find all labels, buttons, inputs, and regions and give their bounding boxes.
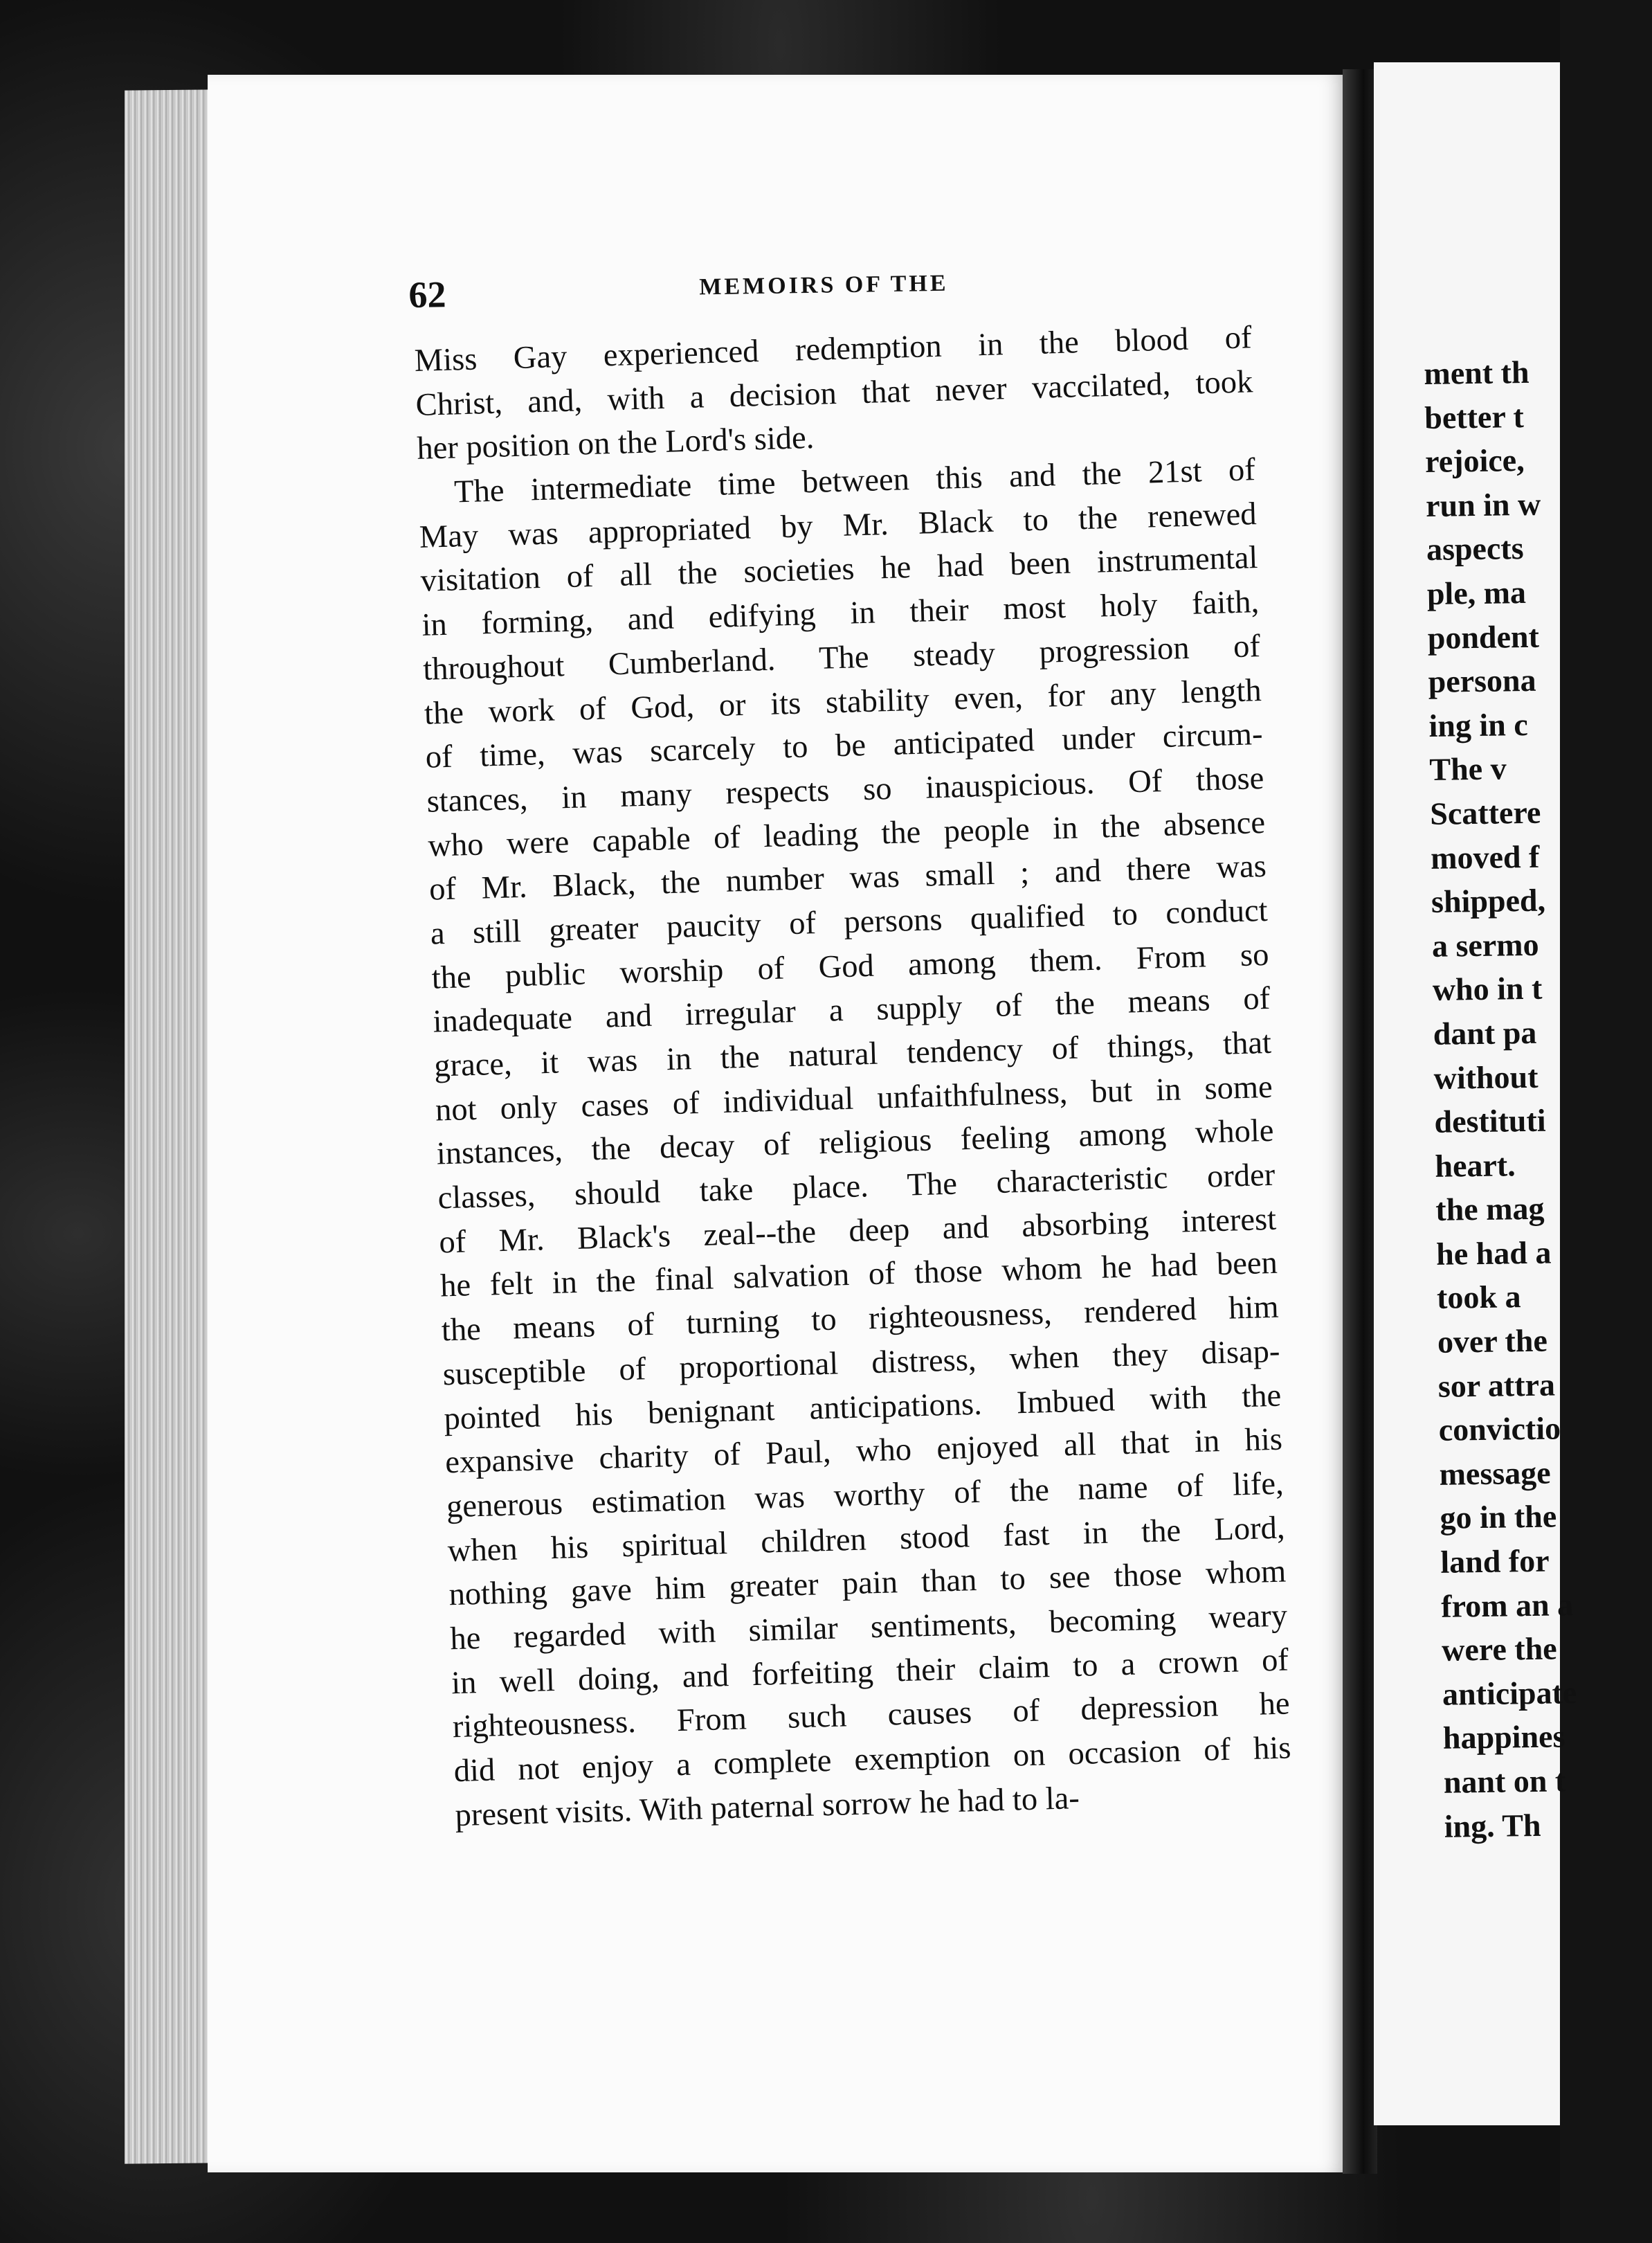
facing-page-line: message [1439, 1454, 1551, 1492]
facing-page-line: shipped, [1431, 882, 1546, 920]
facing-page-line: without [1433, 1059, 1538, 1096]
facing-page-line: moved f [1430, 838, 1540, 876]
text-line: he regarded with similar sentiments, becoming weary [449, 1598, 1288, 1657]
facing-page-line: ing. Th [1444, 1807, 1541, 1844]
text-line: classes, should take place. The characteristic order [437, 1157, 1276, 1216]
text-line: The intermediate time between this and the 21st of [453, 452, 1256, 510]
text-line: Christ, and, with a decision that never vaccilated, took [415, 363, 1253, 423]
text-line: the means of turning to righteousness, rendered him [441, 1289, 1280, 1349]
text-line: righteousness. From such causes of depression he [452, 1686, 1291, 1745]
text-line: visitation of all the societies he had been instrumental [420, 540, 1259, 600]
text-line: in well doing, and forfeiting their claim to a crown of [451, 1642, 1289, 1701]
facing-page-line: over the [1437, 1322, 1548, 1360]
facing-page-line: nant on t [1443, 1763, 1566, 1800]
facing-page-line: Scattere [1429, 794, 1541, 831]
facing-page-line: ing in c [1428, 706, 1529, 744]
facing-page-line: the mag [1435, 1190, 1545, 1228]
body-text [414, 314, 1355, 1838]
facing-page-line: happines [1442, 1718, 1565, 1756]
book-page-edge [125, 89, 215, 2163]
facing-page-line: land for [1440, 1542, 1550, 1580]
running-head: MEMOIRS OF THE [699, 270, 949, 300]
facing-page-line: took a [1436, 1279, 1521, 1316]
facing-page-line: dant pa [1433, 1014, 1537, 1052]
facing-page-line: heart. [1435, 1146, 1516, 1184]
facing-page-line: who in t [1432, 971, 1543, 1008]
text-line: instances, the decay of religious feeling among whole [436, 1113, 1275, 1172]
text-line: in forming, and edifying in their most holy faith, [421, 584, 1260, 643]
text-line: her position on the Lord's side. [416, 420, 815, 467]
book-gutter [1343, 69, 1377, 2174]
text-line: the public worship of God among them. From so [431, 937, 1270, 996]
facing-page-text [1424, 349, 1652, 1848]
facing-page-line: better t [1424, 398, 1525, 435]
text-line: generous estimation was worthy of the name of life, [446, 1466, 1285, 1525]
text-line: he felt in the final salvation of those whom he had been [439, 1245, 1278, 1304]
text-line: a still greater paucity of persons qualified to conduct [430, 892, 1269, 952]
facing-page-line: go in the [1440, 1498, 1557, 1536]
text-line: grace, it was in the natural tendency of things, that [433, 1025, 1272, 1084]
facing-page-line: anticipate [1442, 1674, 1577, 1712]
facing-page-line: convictio [1438, 1410, 1561, 1448]
text-line: did not enjoy a complete exemption on occasion of his [453, 1730, 1292, 1790]
text-line: not only cases of individual unfaithfulness, but in some [435, 1069, 1273, 1128]
facing-page-line: ment th [1424, 354, 1530, 391]
text-line: May was appropriated by Mr. Black to the renewed [419, 496, 1258, 555]
text-line: susceptible of proportional distress, when they disap- [442, 1333, 1281, 1393]
facing-page-line: ple, ma [1426, 574, 1527, 611]
facing-page-line: The v [1429, 750, 1507, 788]
facing-page-line: run in w [1425, 486, 1541, 523]
text-line: the work of God, or its stability even, for any length [424, 672, 1262, 732]
facing-page-line: pondent [1427, 618, 1540, 656]
facing-page-line: he had a [1435, 1234, 1552, 1272]
facing-page-line: rejoice, [1424, 442, 1525, 480]
right-facing-page [1374, 62, 1577, 2125]
text-line: Miss Gay experienced redemption in the blood of [414, 320, 1253, 379]
page-number: 62 [408, 273, 446, 316]
text-line: of Mr. Black, the number was small ; and there was [428, 849, 1267, 908]
facing-page-line: persona [1428, 662, 1536, 700]
text-line: who were capable of leading the people in the absence [427, 804, 1266, 864]
text-line: inadequate and irregular a supply of the means of [432, 981, 1271, 1040]
text-line: nothing gave him greater pain than to see those whom [448, 1553, 1287, 1613]
facing-page-line: aspects [1426, 530, 1524, 568]
text-line: of time, was scarcely to be anticipated under circum- [425, 717, 1264, 775]
facing-page-line: sor attra [1437, 1367, 1556, 1404]
text-line: when his spiritual children stood fast in the Lord, [447, 1510, 1286, 1569]
text-line: pointed his benignant anticipations. Imbued with the [443, 1378, 1282, 1436]
facing-page-line: destituti [1434, 1102, 1546, 1139]
facing-page-line: from an a [1440, 1586, 1574, 1624]
text-line: throughout Cumberland. The steady progression of [422, 628, 1261, 687]
text-line: present visits. With paternal sorrow he had to la- [454, 1780, 1080, 1833]
text-line: of Mr. Black's zeal--the deep and absorbing interest [438, 1201, 1277, 1261]
facing-page-line: a sermo [1431, 926, 1539, 964]
facing-page-line: were the [1441, 1630, 1557, 1668]
text-line: expansive charity of Paul, who enjoyed all that in his [444, 1421, 1283, 1481]
text-line: stances, in many respects so inauspicious. Of those [426, 760, 1264, 820]
